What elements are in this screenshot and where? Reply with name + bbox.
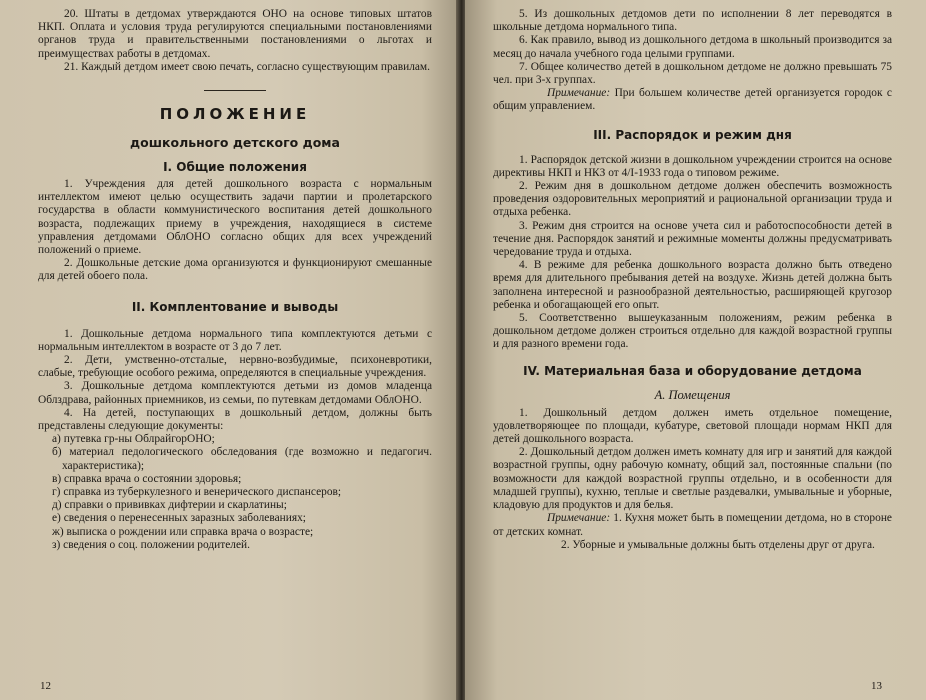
document-title: ПОЛОЖЕНИЕ xyxy=(159,105,311,124)
documents-list-item: з) сведения о соц. положении родителей. xyxy=(52,538,250,551)
page-number-left: 12 xyxy=(40,680,51,692)
subsection-a-heading: А. Помещения xyxy=(654,387,731,402)
section-3-paragraph-1: 1. Распорядок детской жизни в дошкольном учреждении строится на основе директивы НКП и НКЗ от 4/I-1933 года о типовом режиме. xyxy=(493,153,892,179)
section-1-paragraph-1: 1. Учреждения для детей дошкольного возраста с нормальным интеллектом имеют целью осуществить задачи партии и пролетарского государства в области коммунистического воспитания детей дошкольного возраста, подлежащих приему в учреждения, находящиеся в системе управления детдомами ОблОНО согласно общих для всех учреждений положений о приеме. xyxy=(38,178,432,257)
note-label: Примечание: xyxy=(547,512,611,525)
document-subtitle: дошкольного детского дома xyxy=(130,135,340,151)
right-page xyxy=(465,0,926,700)
left-page xyxy=(0,0,458,700)
section-3-paragraph-5: 5. Соответственно вышеуказанным положениям, режим ребенка в дошкольном детдоме должен строиться отдельно для каждой возрастной группы и для разного времени года. xyxy=(493,312,892,351)
section-3-paragraph-3: 3. Режим дня строится на основе учета сил и работоспособности детей в течение дня. Распорядок занятий и режимные моменты должны предусматривать чередование труда и отдыха. xyxy=(493,219,892,259)
page-number-right: 13 xyxy=(871,680,882,692)
paragraph-7-note xyxy=(493,87,892,113)
section-1-heading: I. Общие положения xyxy=(163,160,307,175)
documents-list-item: б) материал педологического обследования (где возможно и педагогич. характеристика); xyxy=(52,446,432,472)
section-2-paragraph-1: 1. Дошкольные детдома нормального типа комплектуются детьми с нормальным интеллектом в возрасте от 3 до 7 лет. xyxy=(38,327,432,353)
documents-list-item: в) справка врача о состоянии здоровья; xyxy=(52,472,242,485)
section-1-paragraph-2: 2. Дошкольные детские дома организуются и функционируют смешанные для детей обоего пола. xyxy=(38,257,432,283)
note-label: Примечание: xyxy=(547,87,611,100)
note-text: 1. Кухня может быть в помещении детдома, но в стороне от детских комнат. xyxy=(493,512,892,538)
documents-list-item: а) путевка гр-ны ОблрайгорОНО; xyxy=(52,433,215,446)
paragraph-21: 21. Каждый детдом имеет свою печать, согласно существующим правилам. xyxy=(64,60,430,73)
section-4-paragraph-2: 2. Дошкольный детдом должен иметь комнату для игр и занятий для каждой возрастной группы, одну рабочую комнату, общий зал, постоянные спальни (по возможности для каждой возрастной группы отдельно, и в особенности для младшей группы), кухню, теплые и светлые раздевалки, умывальные и уборные, кладовую для продуктов и для белья. xyxy=(493,446,892,512)
documents-list-item: е) сведения о перенесенных заразных заболеваниях; xyxy=(52,512,306,525)
documents-list-item: ж) выписка о рождении или справка врача о возрасте; xyxy=(52,525,314,538)
section-3-paragraph-4: 4. В режиме для ребенка дошкольного возраста должно быть отведено время для длительного пребывания детей на воздухе. Жизнь детей должна быть заполнена интересной и разнообразной деятельностью, расширяющей кругозор ребенка и обогащающей его опыт. xyxy=(493,259,892,311)
documents-list-item: г) справка из туберкулезного и венерического диспансеров; xyxy=(52,486,342,499)
section-2-paragraph-2: 2. Дети, умственно-отсталые, нервно-возбудимые, психоневротики, слабые, требующие особого режима, определяются в специальные учреждения. xyxy=(38,354,432,380)
section-4-note-1 xyxy=(493,512,892,538)
section-3-paragraph-2: 2. Режим дня в дошкольном детдоме должен обеспечить возможность проведения оздоровительных мероприятий и рациональной организации труда и отдыха ребенка. xyxy=(493,180,892,219)
paragraph-20: 20. Штаты в детдомах утверждаются ОНО на основе типовых штатов НКП. Оплата и условия труда регулируются специальными постановлениями органов труда и правительственными постановлениями о льготах и преимуществах работы в детдомах. xyxy=(38,8,432,60)
note-text: При большем количестве детей организуется городок с общим управлением. xyxy=(493,87,892,113)
section-4-note-2: 2. Уборные и умывальные должны быть отделены друг от друга. xyxy=(561,538,875,551)
section-2-paragraph-3: 3. Дошкольные детдома комплектуются детьми из домов младенца Облздрава, районных приемников, из семьи, по путевкам детдомами ОблОНО. xyxy=(38,380,432,406)
documents-list-item: д) справки о прививках дифтерии и скарлатины; xyxy=(52,499,287,512)
paragraph-6: 6. Как правило, вывод из дошкольного детдома в школьный производится за месяц до начала учебного года целыми группами. xyxy=(493,34,892,60)
section-3-heading: III. Распорядок и режим дня xyxy=(593,127,792,142)
paragraph-7: 7. Общее количество детей в дошкольном детдоме не должно превышать 75 чел. при 3-х группах. xyxy=(493,60,892,87)
paragraph-5: 5. Из дошкольных детдомов дети по исполнении 8 лет переводятся в школьные детдома нормального типа. xyxy=(493,8,892,34)
section-4-paragraph-1: 1. Дошкольный детдом должен иметь отдельное помещение, удовлетворяющее по площади, кубатуре, световой площади нормам НКП для детей дошкольного возраста. xyxy=(493,406,892,446)
documents-list xyxy=(38,433,432,552)
section-2-paragraph-4: 4. На детей, поступающих в дошкольный детдом, должны быть представлены следующие документы: xyxy=(38,406,432,433)
section-4-heading: IV. Материальная база и оборудование детдома xyxy=(523,363,862,378)
section-2-heading: II. Комплентование и выводы xyxy=(131,299,339,314)
divider-rule xyxy=(204,90,266,91)
